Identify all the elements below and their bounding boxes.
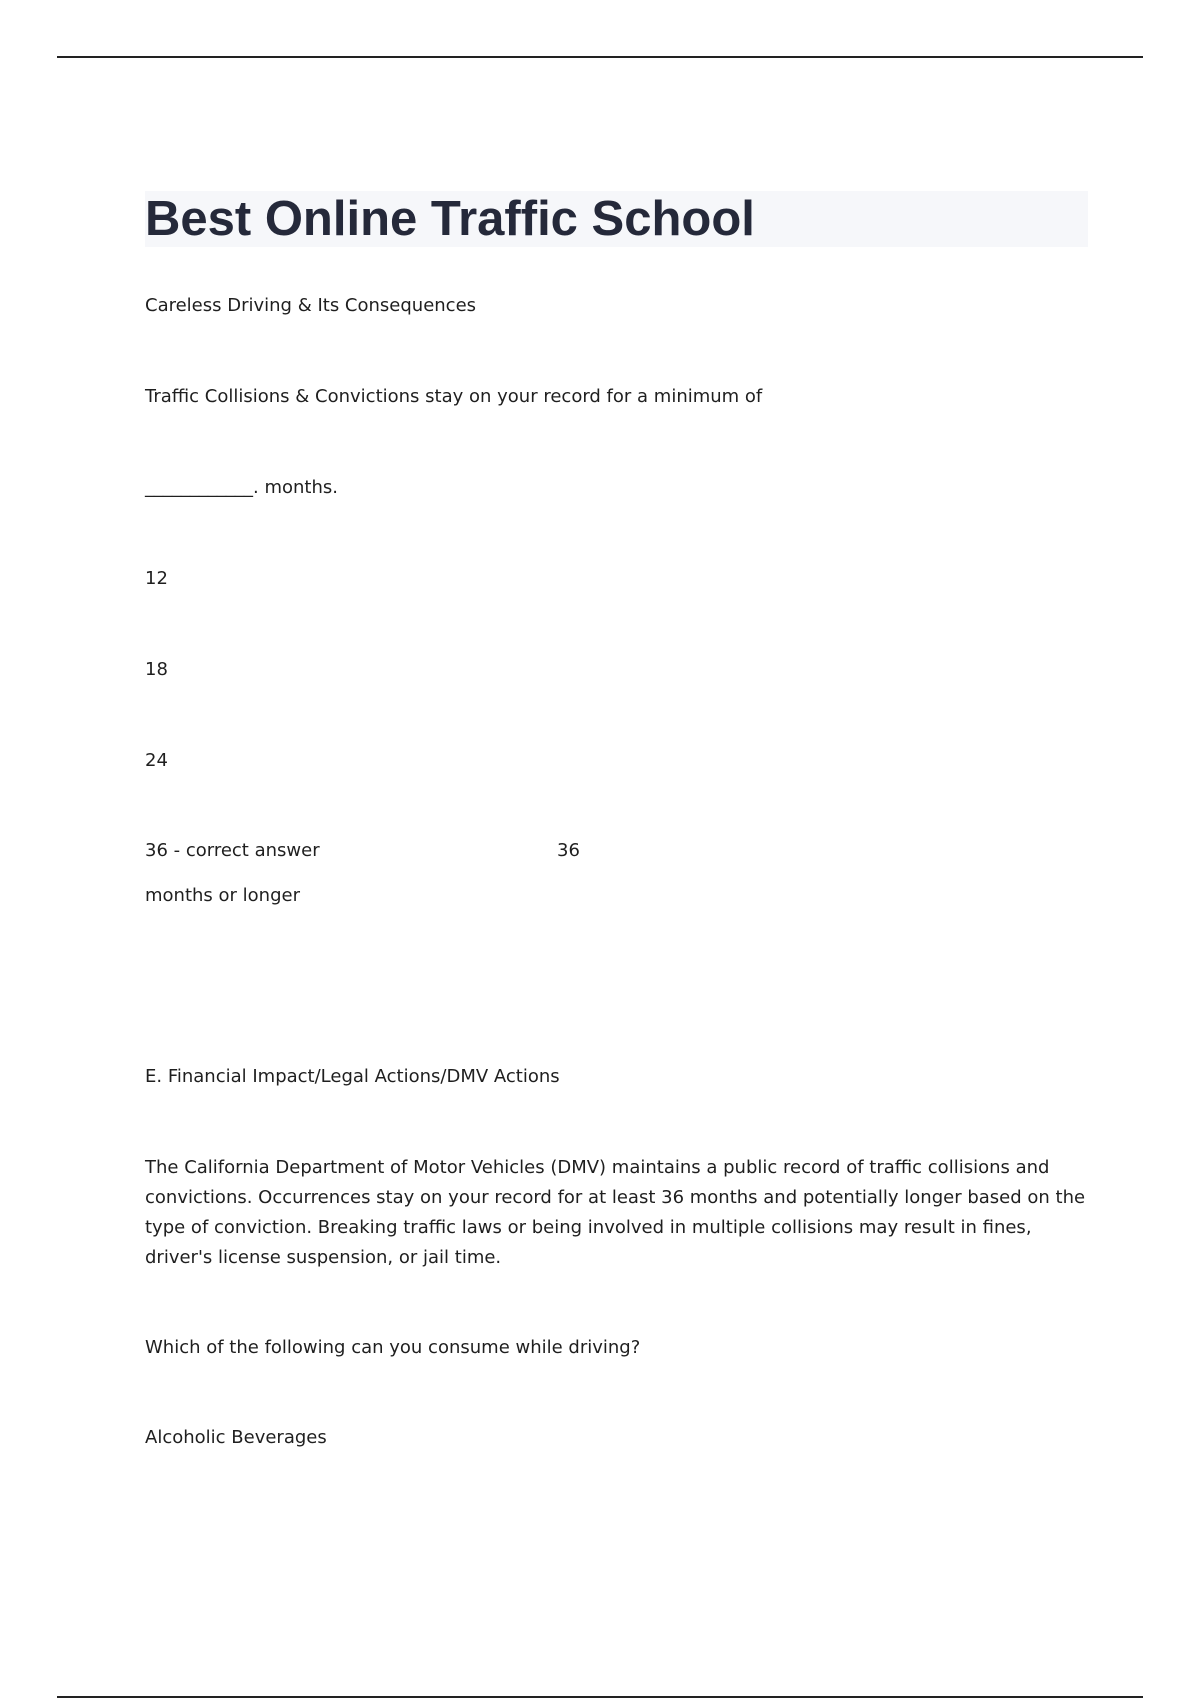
answer-option: 24 — [145, 750, 168, 771]
bottom-rule — [57, 1696, 1143, 1698]
answer-option: 12 — [145, 568, 168, 589]
question-blank-line: ____________. months. — [145, 477, 338, 498]
answer-tail: months or longer — [145, 885, 300, 906]
section2-heading: E. Financial Impact/Legal Actions/DMV Actions — [145, 1066, 560, 1087]
question2-prompt: Which of the following can you consume while driving? — [145, 1337, 641, 1358]
answer-value: 36 — [557, 840, 580, 861]
question2-option: Alcoholic Beverages — [145, 1427, 327, 1448]
explanation-paragraph: The California Department of Motor Vehicles (DMV) maintains a public record of traffic collisions and convictions. Occurrences stay on your record for at least 36 months and potentially longer based on the type of conviction. Breaking traffic laws or being involved in multiple collisions may result in fines, driver's license suspension, or jail time. — [145, 1157, 1086, 1268]
question-prompt: Traffic Collisions & Convictions stay on your record for a minimum of — [145, 386, 763, 407]
answer-option-correct: 36 - correct answer — [145, 840, 320, 861]
top-rule — [57, 56, 1143, 58]
answer-option: 18 — [145, 659, 168, 680]
document-title: Best Online Traffic School — [145, 192, 755, 246]
section-heading: Careless Driving & Its Consequences — [145, 295, 477, 316]
